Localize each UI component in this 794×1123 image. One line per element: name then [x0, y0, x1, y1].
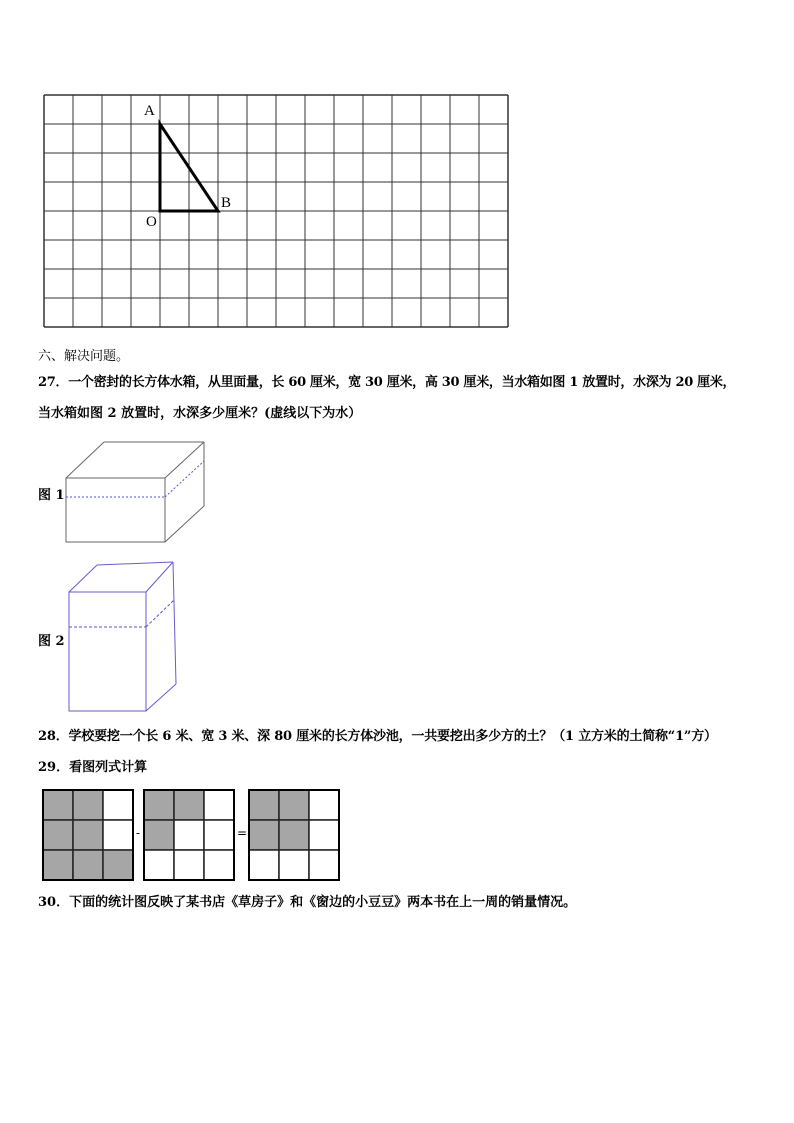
- triangle-AOB: [160, 124, 218, 211]
- shaded-cell: [249, 820, 279, 850]
- empty-cell: [174, 850, 204, 880]
- shaded-cell: [73, 850, 103, 880]
- shaded-cell: [73, 820, 103, 850]
- grid-border: [249, 790, 339, 880]
- point-label-a: A: [144, 103, 155, 119]
- grid-lines: [44, 95, 508, 327]
- q30-text: 30．下面的统计图反映了某书店《草房子》和《窗边的小豆豆》两本书在上一周的销量情况。: [38, 895, 577, 910]
- empty-cell: [279, 850, 309, 880]
- grid-border: [43, 790, 133, 880]
- shaded-cell: [279, 790, 309, 820]
- shaded-cell: [144, 790, 174, 820]
- point-label-o: O: [146, 214, 157, 230]
- shaded-cell: [43, 790, 73, 820]
- shaded-cell: [73, 790, 103, 820]
- grid-border: [144, 790, 234, 880]
- empty-cell: [103, 820, 133, 850]
- empty-cell: [204, 820, 234, 850]
- shaded-cell: [43, 820, 73, 850]
- section-heading: 六、解决问题。: [38, 349, 130, 364]
- empty-cell: [174, 820, 204, 850]
- point-label-b: B: [221, 195, 232, 211]
- q29-grid-minuend: [43, 790, 133, 880]
- empty-cell: [144, 850, 174, 880]
- q28-text: 28．学校要挖一个长 6 米、宽 3 米、深 80 厘米的长方体沙池，一共要挖出多少方的土？（1 立方米的土简称“1”方）: [38, 729, 717, 744]
- q29-grid-result: [249, 790, 339, 880]
- empty-cell: [249, 850, 279, 880]
- shaded-cell: [103, 850, 133, 880]
- empty-cell: [204, 850, 234, 880]
- figure2-label: 图 2: [38, 634, 65, 649]
- shaded-cell: [144, 820, 174, 850]
- shaded-cell: [279, 820, 309, 850]
- empty-cell: [204, 790, 234, 820]
- minus-sign: -: [136, 826, 141, 840]
- figure1-label: 图 1: [38, 488, 65, 503]
- empty-cell: [309, 850, 339, 880]
- equals-sign: =: [237, 826, 248, 840]
- shaded-cell: [249, 790, 279, 820]
- shaded-cell: [174, 790, 204, 820]
- q29-text: 29．看图列式计算: [38, 760, 148, 775]
- shaded-cell: [43, 850, 73, 880]
- empty-cell: [103, 790, 133, 820]
- empty-cell: [309, 790, 339, 820]
- empty-cell: [309, 820, 339, 850]
- q27-line1: 27．一个密封的长方体水箱，从里面量，长 60 厘米，宽 30 厘米，高 30 厘米，当水箱如图 1 放置时，水深为 20 厘米，: [38, 375, 736, 390]
- q27-line2: 当水箱如图 2 放置时，水深多少厘米？(虚线以下为水）: [38, 406, 362, 421]
- q29-grid-subtrahend: [144, 790, 234, 880]
